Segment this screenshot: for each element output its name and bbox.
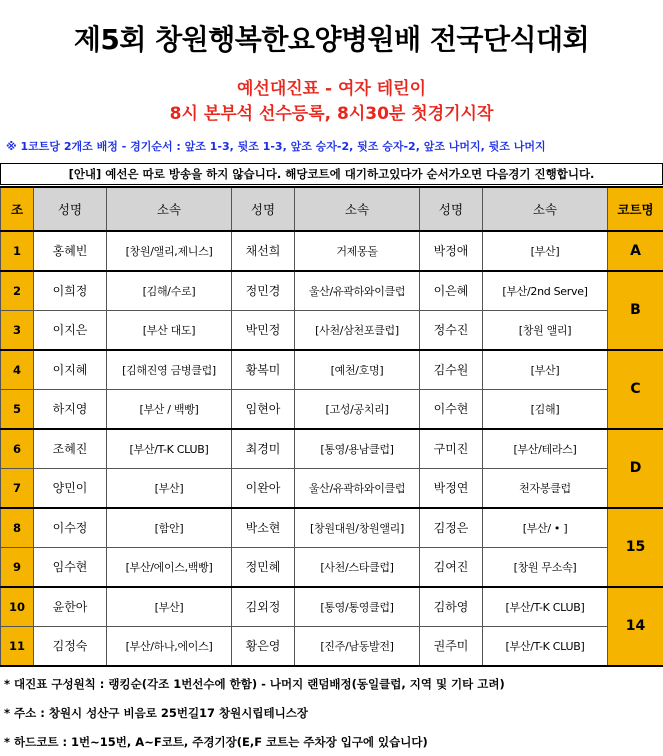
table-row xyxy=(1,231,663,271)
player-affiliation: [부산/하나,에이스] xyxy=(107,626,232,666)
player-affiliation: [김해진영 금병클럽] xyxy=(107,350,232,390)
header-court: 코트명 xyxy=(608,187,663,231)
table-row xyxy=(1,587,663,627)
player-affiliation: [부산] xyxy=(483,231,608,271)
group-number: 1 xyxy=(1,231,34,271)
player-name: 정민경 xyxy=(232,271,295,311)
player-name: 정민혜 xyxy=(232,547,295,587)
header-name-1: 성명 xyxy=(34,187,107,231)
court-name: C xyxy=(608,350,663,429)
group-number: 8 xyxy=(1,508,34,548)
player-name: 김하영 xyxy=(420,587,483,627)
header-aff-3: 소속 xyxy=(483,187,608,231)
player-name: 김외정 xyxy=(232,587,295,627)
player-affiliation: [부산/2nd Serve] xyxy=(483,271,608,311)
table-row xyxy=(1,508,663,548)
player-affiliation: [창원/앨리,제니스] xyxy=(107,231,232,271)
group-number: 9 xyxy=(1,547,34,587)
player-affiliation: [부산] xyxy=(107,468,232,508)
player-name: 이지은 xyxy=(34,310,107,350)
note-address: * 주소 : 창원시 성산구 비음로 25번길17 창원시립테니스장 xyxy=(4,706,308,720)
player-name: 홍혜빈 xyxy=(34,231,107,271)
player-name: 박정애 xyxy=(420,231,483,271)
player-name: 박정연 xyxy=(420,468,483,508)
player-affiliation: 울산/유곽하와이클럽 xyxy=(295,271,420,311)
roster-table xyxy=(0,186,663,667)
player-name: 정수진 xyxy=(420,310,483,350)
player-affiliation: [부산/T-K CLUB] xyxy=(483,626,608,666)
announcement-board: [안내] 예선은 따로 방송을 하지 않습니다. 해당코트에 대기하고있다가 순서가오면 다음경기 진행합니다. xyxy=(0,163,663,185)
player-affiliation: [부산/T-K CLUB] xyxy=(483,587,608,627)
player-name: 박민정 xyxy=(232,310,295,350)
group-number: 2 xyxy=(1,271,34,311)
group-number: 6 xyxy=(1,429,34,469)
schedule-subtitle: 8시 본부석 선수등록, 8시30분 첫경기시작 xyxy=(169,104,494,124)
court-name: 14 xyxy=(608,587,663,666)
player-name: 권주미 xyxy=(420,626,483,666)
table-row xyxy=(1,468,663,508)
bracket-subtitle: 예선대진표 - 여자 테린이 xyxy=(236,79,427,99)
player-affiliation: [예천/호명] xyxy=(295,350,420,390)
player-name: 구미진 xyxy=(420,429,483,469)
table-row xyxy=(1,271,663,311)
player-affiliation: [김해/수로] xyxy=(107,271,232,311)
player-name: 임현아 xyxy=(232,389,295,429)
table-row xyxy=(1,547,663,587)
player-affiliation: [부산] xyxy=(483,350,608,390)
header-name-3: 성명 xyxy=(420,187,483,231)
player-name: 최경미 xyxy=(232,429,295,469)
note-bracket-rule: * 대진표 구성원칙 : 랭킹순(각조 1번선수에 한함) - 나머지 랜덤배정(동일클럽, 지역 및 기타 고려) xyxy=(4,677,505,691)
player-name: 김정숙 xyxy=(34,626,107,666)
player-name: 조혜진 xyxy=(34,429,107,469)
player-affiliation: [진주/남동발전] xyxy=(295,626,420,666)
player-affiliation: 거제몽돌 xyxy=(295,231,420,271)
player-affiliation: [부산/테라스] xyxy=(483,429,608,469)
player-affiliation: [부산/에이스,백빵] xyxy=(107,547,232,587)
player-affiliation: [고성/공치리] xyxy=(295,389,420,429)
header-name-2: 성명 xyxy=(232,187,295,231)
table-row xyxy=(1,389,663,429)
player-name: 윤한아 xyxy=(34,587,107,627)
player-name: 김여진 xyxy=(420,547,483,587)
group-number: 11 xyxy=(1,626,34,666)
player-name: 채선희 xyxy=(232,231,295,271)
court-assignment-notice: ※ 1코트당 2개조 배정 - 경기순서 : 앞조 1-3, 뒷조 1-3, 앞조 승자-2, 뒷조 승자-2, 앞조 나머지, 뒷조 나머지 xyxy=(6,140,546,153)
group-number: 4 xyxy=(1,350,34,390)
player-affiliation: [창원 앨리] xyxy=(483,310,608,350)
table-row xyxy=(1,310,663,350)
court-name: A xyxy=(608,231,663,271)
header-group: 조 xyxy=(1,187,34,231)
player-affiliation: 천자봉클럽 xyxy=(483,468,608,508)
player-affiliation: [김해] xyxy=(483,389,608,429)
player-affiliation: [사천/스타클럽] xyxy=(295,547,420,587)
table-row xyxy=(1,429,663,469)
court-name: 15 xyxy=(608,508,663,587)
player-affiliation: [창원 무소속] xyxy=(483,547,608,587)
player-name: 하지영 xyxy=(34,389,107,429)
player-affiliation: [통영/용남클럽] xyxy=(295,429,420,469)
player-name: 이완아 xyxy=(232,468,295,508)
player-name: 이지혜 xyxy=(34,350,107,390)
player-affiliation: [부산] xyxy=(107,587,232,627)
court-name: D xyxy=(608,429,663,508)
player-name: 김수원 xyxy=(420,350,483,390)
player-affiliation: [사천/삼천포클럽] xyxy=(295,310,420,350)
group-number: 10 xyxy=(1,587,34,627)
player-name: 이수정 xyxy=(34,508,107,548)
table-row xyxy=(1,350,663,390)
player-name: 이은혜 xyxy=(420,271,483,311)
player-affiliation: [부산/T-K CLUB] xyxy=(107,429,232,469)
player-affiliation: [부산/ • ] xyxy=(483,508,608,548)
header-aff-1: 소속 xyxy=(107,187,232,231)
player-affiliation: [창원대원/창원앨리] xyxy=(295,508,420,548)
player-affiliation: 울산/유곽하와이클럽 xyxy=(295,468,420,508)
player-name: 황복미 xyxy=(232,350,295,390)
group-number: 5 xyxy=(1,389,34,429)
player-affiliation: [부산 / 백빵] xyxy=(107,389,232,429)
player-name: 박소현 xyxy=(232,508,295,548)
player-name: 임수현 xyxy=(34,547,107,587)
player-affiliation: [함안] xyxy=(107,508,232,548)
table-header-row xyxy=(1,187,663,231)
player-name: 이희정 xyxy=(34,271,107,311)
header-aff-2: 소속 xyxy=(295,187,420,231)
player-affiliation: [부산 대도] xyxy=(107,310,232,350)
player-name: 황은영 xyxy=(232,626,295,666)
player-name: 이수현 xyxy=(420,389,483,429)
player-affiliation: [통영/통영클럽] xyxy=(295,587,420,627)
player-name: 김정은 xyxy=(420,508,483,548)
note-hard-court: * 하드코트 : 1번~15번, A~F코트, 주경기장(E,F 코트는 주차장 입구에 있습니다) xyxy=(4,735,428,749)
player-name: 양민이 xyxy=(34,468,107,508)
court-name: B xyxy=(608,271,663,350)
group-number: 3 xyxy=(1,310,34,350)
page-title: 제5회 창원행복한요양병원배 전국단식대회 xyxy=(73,23,590,56)
table-row xyxy=(1,626,663,666)
group-number: 7 xyxy=(1,468,34,508)
